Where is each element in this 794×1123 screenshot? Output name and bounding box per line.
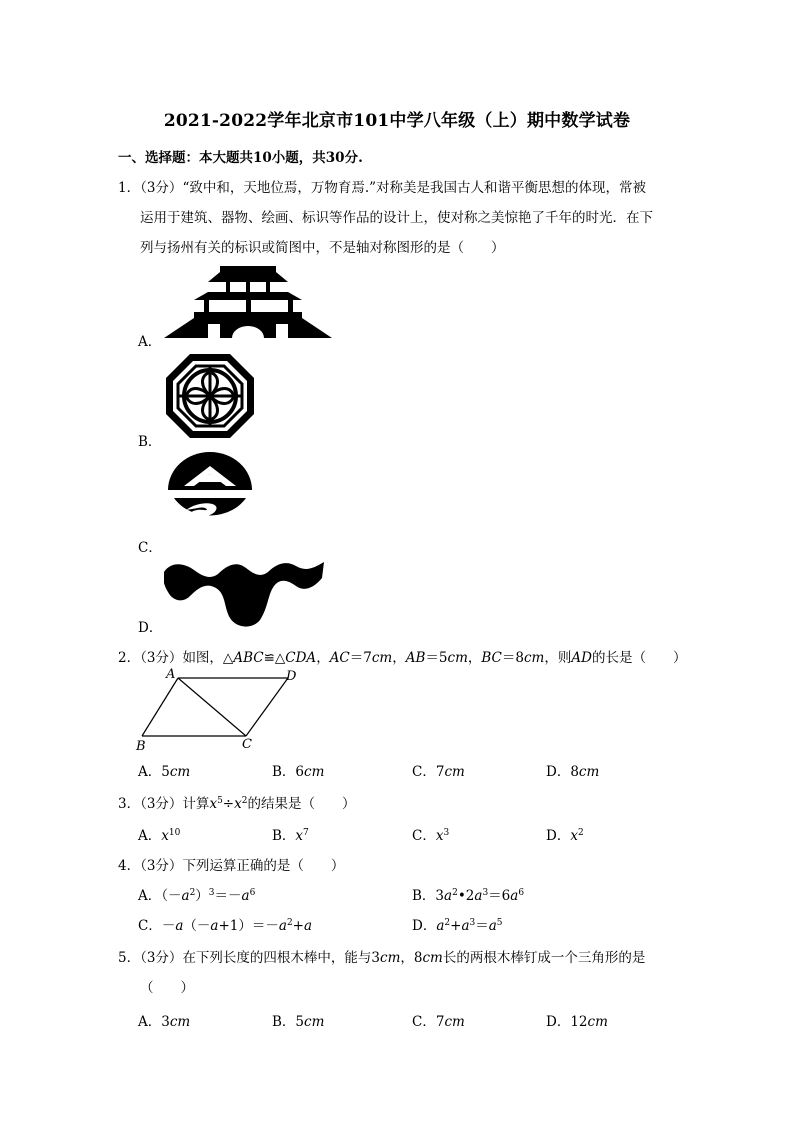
exp: 2: [189, 888, 196, 898]
option-base: x: [570, 828, 578, 844]
q3-exp: 5: [217, 796, 223, 806]
option-exp: 7: [303, 828, 309, 838]
exp: 3: [469, 918, 476, 928]
q5-number: 5．（3分）: [118, 950, 183, 966]
option-unit: cm: [304, 1014, 325, 1030]
var: a: [278, 918, 287, 934]
option-exp: 2: [577, 828, 584, 838]
option-unit: cm: [169, 764, 191, 780]
option-label: A．: [138, 764, 162, 780]
option-label: B．: [412, 888, 436, 904]
point-label-c: C: [242, 737, 252, 752]
q2-var: AD: [571, 650, 592, 666]
option-label: B．: [272, 764, 296, 780]
q5-line2: （ ）: [140, 980, 194, 996]
expr: （－: [183, 918, 211, 934]
option-base: x: [295, 828, 304, 844]
option-label: D．: [546, 828, 571, 844]
q4-option-b: [412, 884, 524, 904]
option-label: D．: [412, 918, 437, 934]
option-label: B．: [272, 828, 296, 844]
exp: 6: [518, 888, 525, 898]
option-label: C．: [412, 828, 436, 844]
option-value: 6: [295, 764, 305, 780]
expr: •2: [457, 888, 475, 904]
q5-option-b: [272, 1010, 324, 1030]
q1-number: 1．（3分）: [118, 180, 183, 196]
q2-text: 如图，△: [182, 650, 234, 666]
q3-var: x: [234, 796, 242, 812]
option-value: 7: [435, 1014, 445, 1030]
option-label: A．: [138, 888, 162, 904]
q2-number: 2．（3分）: [118, 650, 183, 666]
q2-stem: [118, 646, 686, 666]
exp: 6: [249, 888, 256, 898]
option-value: 12: [570, 1014, 588, 1030]
expr: ）: [195, 888, 209, 904]
q2-text: ，: [467, 650, 482, 666]
var: a: [181, 888, 190, 904]
q5-text: 在下列长度的四根木棒中，能与3: [182, 950, 381, 966]
q5-text: ，8: [400, 950, 423, 966]
segment-ac: [178, 678, 246, 736]
segment-ab: [142, 678, 178, 736]
q1-option-d-wave-figure: [164, 558, 324, 628]
expr: （－: [161, 888, 182, 904]
q5-stem: [118, 946, 645, 966]
var: a: [474, 888, 483, 904]
exp: 2: [452, 888, 458, 898]
q2-var: BC: [481, 650, 502, 666]
q1-option-c-label: C．: [138, 540, 162, 556]
q3-option-a: [138, 824, 180, 844]
option-label: C．: [412, 764, 436, 780]
q1-option-d-label: D．: [138, 620, 163, 636]
q3-number: 3．（3分）: [118, 796, 183, 812]
q3-exp: 2: [241, 796, 248, 806]
q1-line1: [118, 176, 646, 196]
expr: ＝－: [214, 888, 242, 904]
option-label: C．: [138, 918, 162, 934]
var: a: [444, 888, 453, 904]
q2-unit: cm: [524, 650, 545, 666]
option-value: 5: [295, 1014, 305, 1030]
section-heading: 一、选择题：本大题共10小题，共30分.: [118, 150, 363, 166]
q4-option-a: [138, 884, 255, 904]
option-label: C．: [412, 1014, 436, 1030]
q2-text: ＝8: [501, 650, 524, 666]
q4-stem: [118, 854, 344, 874]
q2-text: ＝5: [425, 650, 448, 666]
option-value: 5: [161, 764, 170, 780]
q2-option-c: [412, 760, 465, 780]
option-label: A．: [138, 828, 162, 844]
expr: +1）＝－: [218, 918, 279, 934]
option-unit: cm: [444, 1014, 465, 1030]
q2-option-d: [546, 760, 599, 780]
exp: 3: [208, 888, 215, 898]
q2-text: 的长是（ ）: [591, 650, 687, 666]
q2-var: AB: [405, 650, 426, 666]
q1-line2: 运用于建筑、器物、绘画、标识等作品的设计上，使对称之美惊艳了千年的时光．在下: [140, 210, 653, 226]
option-unit: cm: [444, 764, 465, 780]
expr: 3: [435, 888, 445, 904]
q2-parallelogram-diagram: [134, 666, 314, 752]
q5-text: 长的两根木棒钉成一个三角形的是: [442, 950, 646, 966]
option-unit: cm: [578, 764, 600, 780]
q2-text: ，: [316, 650, 330, 666]
var: a: [241, 888, 250, 904]
q2-var: CDA: [285, 650, 317, 666]
option-base: x: [435, 828, 444, 844]
expr: +: [450, 918, 462, 934]
q1-line3: 列与扬州有关的标识或简图中，不是轴对称图形的是（ ）: [140, 240, 505, 256]
q3-option-b: [272, 824, 309, 844]
point-label-d: D: [286, 669, 297, 684]
q2-option-b: [272, 760, 324, 780]
option-unit: cm: [304, 764, 325, 780]
q2-text: ≌△: [263, 650, 286, 666]
q5-option-a: [138, 1010, 190, 1030]
var: a: [461, 918, 470, 934]
var: a: [488, 918, 497, 934]
q4-text: 下列运算正确的是（ ）: [182, 858, 345, 874]
var: a: [510, 888, 519, 904]
q5-unit: cm: [380, 950, 401, 966]
option-value: 3: [161, 1014, 170, 1030]
option-unit: cm: [587, 1014, 608, 1030]
segment-cd: [246, 678, 288, 736]
q3-op: ÷: [222, 796, 235, 812]
q3-option-c: [412, 824, 449, 844]
option-value: 8: [570, 764, 579, 780]
var: a: [436, 918, 445, 934]
option-label: D．: [546, 1014, 571, 1030]
q3-text: 的结果是（ ）: [247, 796, 356, 812]
option-label: A．: [138, 1014, 162, 1030]
option-exp: 10: [168, 828, 181, 838]
q5-option-c: [412, 1010, 465, 1030]
q2-var: ABC: [233, 650, 264, 666]
exp: 2: [444, 918, 451, 928]
q2-text: ＝7: [349, 650, 372, 666]
expr: ＝6: [488, 888, 511, 904]
q3-stem: [118, 792, 355, 812]
q2-unit: cm: [447, 650, 468, 666]
var: a: [303, 918, 313, 934]
option-base: x: [161, 828, 169, 844]
point-label-a: A: [166, 667, 176, 682]
q3-var: x: [209, 796, 218, 812]
q1-text1: “致中和，天地位焉，万物育焉.”对称美是我国古人和谐平衡思想的体现，常被: [182, 180, 647, 196]
q5-option-d: [546, 1010, 608, 1030]
q3-option-d: [546, 824, 584, 844]
var: a: [210, 918, 219, 934]
q1-option-a-pavilion-figure: [164, 264, 332, 340]
q2-unit: cm: [371, 650, 393, 666]
q4-option-d: [412, 914, 503, 934]
exp: 3: [482, 888, 489, 898]
q2-var: AC: [329, 650, 350, 666]
expr: +: [292, 918, 304, 934]
q1-option-c-emblem-figure: [164, 452, 256, 534]
q2-text: ，则: [544, 650, 572, 666]
q2-text: ，: [392, 650, 406, 666]
option-label: D．: [546, 764, 571, 780]
option-unit: cm: [169, 1014, 191, 1030]
page-title: 2021-2022学年北京市101中学八年级（上）期中数学试卷: [163, 111, 631, 131]
q1-option-b-label: B．: [138, 434, 162, 450]
q5-unit: cm: [422, 950, 443, 966]
expr: －: [161, 918, 176, 934]
exp: 2: [286, 918, 293, 928]
expr: ＝: [475, 918, 489, 934]
var: a: [175, 918, 184, 934]
q1-option-a-label: A．: [138, 334, 162, 350]
option-label: B．: [272, 1014, 296, 1030]
exp: 5: [496, 918, 503, 928]
q3-text: 计算: [182, 796, 210, 812]
point-label-b: B: [136, 739, 146, 752]
option-value: 7: [435, 764, 445, 780]
option-exp: 3: [443, 828, 450, 838]
q2-option-a: [138, 760, 190, 780]
q4-number: 4．（3分）: [118, 858, 183, 874]
q1-option-b-window-figure: [164, 352, 256, 440]
q4-option-c: [138, 914, 312, 934]
